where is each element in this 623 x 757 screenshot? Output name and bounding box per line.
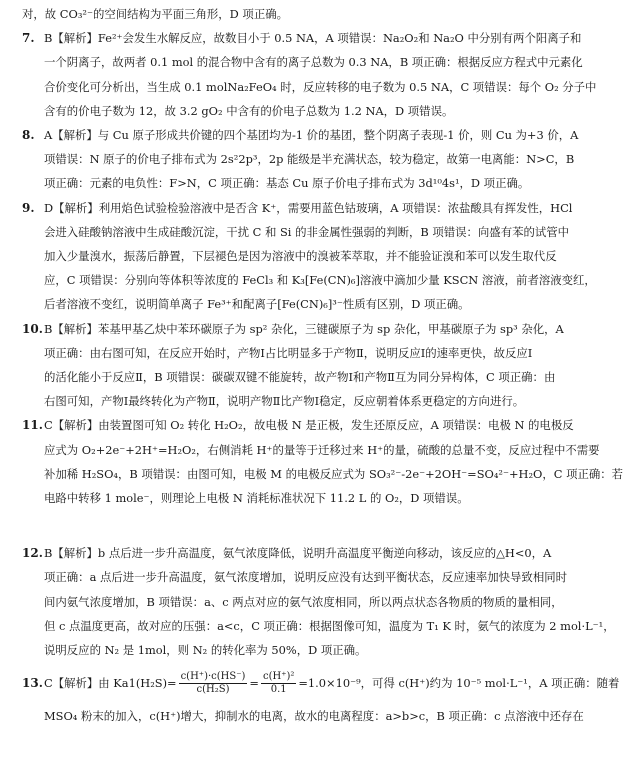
equation-prefix: C【解析】由 Ka1(H₂S)= (44, 676, 177, 691)
equation-suffix: =1.0×10⁻⁹，可得 c(H⁺)约为 10⁻⁵ mol·L⁻¹，A 项正确：随着 (298, 676, 620, 691)
text-line: 间内氨气浓度增加，B 项错误：a、c 两点对应的氨气浓度相同，所以两点状态各物质的物质的量相同， (44, 594, 563, 609)
text-line: 但 c 点温度更高，故对应的压强：a<c，C 项正确：根据图像可知，温度为 T₁ K 时，氨气的浓度为 2 mol·L⁻¹， (44, 618, 615, 633)
answer-item-9 (22, 196, 596, 317)
text-line: 的活化能小于反应Ⅱ，B 项错误：碳碳双键不能旋转，故产物Ⅰ和产物Ⅱ互为同分异构体，C 项正确：由 (44, 370, 556, 385)
fraction-approx (261, 671, 296, 696)
fraction-numerator: c(H⁺)·c(HS⁻) (180, 670, 246, 682)
answer-item-10 (22, 317, 564, 414)
item-number: 12. (22, 546, 43, 561)
item-number: 7. (22, 31, 35, 46)
item-number: 13. (22, 676, 43, 691)
text-line: 说明反应的 N₂ 是 1mol，则 N₂ 的转化率为 50%，D 项正确。 (44, 643, 367, 658)
item-number: 11. (22, 418, 43, 433)
answer-item-11 (22, 413, 623, 510)
section-gap (22, 510, 550, 541)
text-line: 项正确：a 点后进一步升高温度，氨气浓度增加，说明反应没有达到平衡状态，反应速率加快导致相同时 (44, 570, 567, 585)
paragraph-continuation: 对，故 CO₃²⁻的空间结构为平面三角形，D 项正确。 (22, 7, 288, 21)
text-line: 补加稀 H₂SO₄，B 项错误：由图可知，电极 M 的电极反应式为 SO₃²⁻-2e⁻+2OH⁻=SO₄²⁻+H₂O，C 项正确：若 (44, 466, 623, 481)
text-line: 项正确：由右图可知，在反应开始时，产物Ⅰ占比明显多于产物Ⅱ，说明反应Ⅰ的速率更快，故反应Ⅰ (44, 345, 533, 360)
equals-sign: = (249, 676, 259, 691)
text-line: 电路中转移 1 mole⁻，则理论上电极 N 消耗标准状况下 11.2 L 的 O₂，D 项错误。 (44, 491, 469, 506)
text-line: 加入少量溴水，振荡后静置，下层褪色是因为溶液中的溴被苯萃取，并不能验证溴和苯可以发生取代反 (44, 249, 557, 264)
item-number: 8. (22, 128, 35, 143)
answer-item-7 (22, 26, 597, 123)
fraction-ka1 (179, 671, 248, 696)
equation-line (44, 662, 620, 704)
answer-item-8 (22, 123, 579, 196)
text-line: B【解析】Fe²⁺会发生水解反应，故数目小于 0.5 NA，A 项错误：Na₂O₂和 Na₂O 中分别有两个阳离子和 (44, 31, 582, 46)
text-line: 项错误：N 原子的价电子排布式为 2s²2p³，2p 能级是半充满状态，较为稳定，故第一电离能：N>C，B (44, 152, 575, 167)
text-line: 项正确：元素的电负性：F>N，C 项正确：基态 Cu 原子价电子排布式为 3d¹⁰4s¹，D 项正确。 (44, 176, 530, 191)
item-number: 9. (22, 200, 35, 215)
text-line: MSO₄ 粉末的加入，c(H⁺)增大，抑制水的电离，故水的电离程度：a>b>c，B 项正确：c 点溶液中还存在 (44, 709, 584, 724)
text-line: 含有的价电子数为 12，故 3.2 gO₂ 中含有的价电子总数为 1.2 NA，D 项错误。 (44, 103, 454, 118)
text-line: C【解析】由装置图可知 O₂ 转化 H₂O₂，故电极 N 是正极，发生还原反应，A 项错误：电极 N 的电极反 (44, 418, 574, 433)
text-line: 一个阴离子，故两者 0.1 mol 的混合物中含有的离子总数为 0.3 NA，B 项正确：根据反应方程式中元素化 (44, 55, 583, 70)
text-line: 应式为 O₂+2e⁻+2H⁺=H₂O₂，右侧消耗 H⁺的量等于迁移过来 H⁺的量，硫酸的总量不变，反应过程中不需要 (44, 442, 600, 457)
text-line: 右图可知，产物Ⅰ最终转化为产物Ⅱ，说明产物Ⅱ比产物Ⅰ稳定，反应朝着体系更稳定的方向进行。 (44, 394, 525, 409)
fraction-numerator: c(H⁺)² (262, 670, 295, 682)
item-number: 10. (22, 321, 43, 336)
text-line: 应，C 项错误：分别向等体积等浓度的 FeCl₃ 和 K₃[Fe(CN)₆]溶液中滴加少量 KSCN 溶液，前者溶液变红， (44, 273, 596, 288)
text-line: B【解析】b 点后进一步升高温度，氨气浓度降低，说明升高温度平衡逆向移动，该反应的△H<0，A (44, 546, 552, 561)
fraction-denominator: c(H₂S) (196, 683, 230, 695)
fraction-denominator: 0.1 (270, 683, 287, 695)
text-line: D【解析】利用焰色试验检验溶液中是否含 K⁺，需要用蓝色钴玻璃，A 项错误：浓盐酸具有挥发性，HCl (44, 200, 573, 215)
answer-item-12 (22, 541, 615, 662)
text-line: A【解析】与 Cu 原子形成共价键的四个基团均为-1 价的基团，整个阴离子表现-1 价，则 Cu 为+3 价，A (44, 128, 579, 143)
text-line: 会进入硅酸钠溶液中生成硅酸沉淀，干扰 C 和 Si 的非金属性强弱的判断，B 项错误：向盛有苯的试管中 (44, 224, 570, 239)
text-line: 后者溶液不变红，说明简单离子 Fe³⁺和配离子[Fe(CN)₆]³⁻性质有区别，D 项正确。 (44, 297, 470, 312)
text-line: B【解析】苯基甲基乙炔中苯环碳原子为 sp² 杂化，三键碳原子为 sp 杂化，甲基碳原子为 sp³ 杂化，A (44, 321, 564, 336)
text-line: 合价变化可分析出，当生成 0.1 molNa₂FeO₄ 时，反应转移的电子数为 0.5 NA，C 项错误：每个 O₂ 分子中 (44, 79, 597, 94)
document-page (0, 2, 623, 757)
answer-item-13 (22, 662, 620, 728)
